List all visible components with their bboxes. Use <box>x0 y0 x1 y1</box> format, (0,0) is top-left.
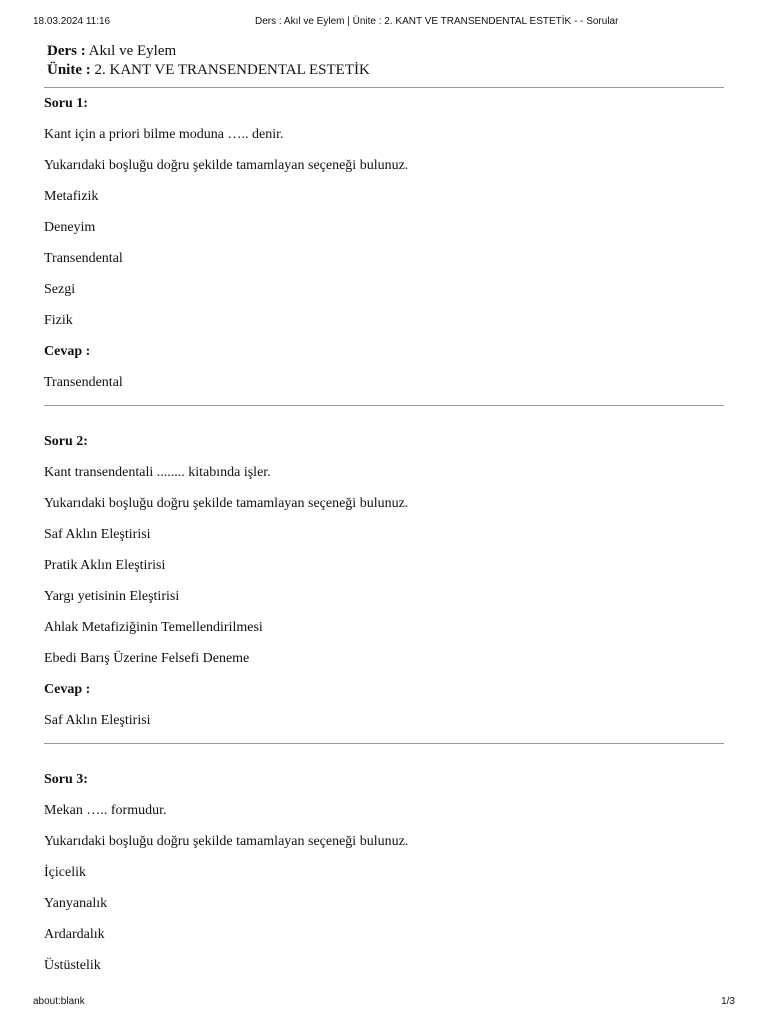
print-footer <box>0 996 768 1010</box>
answer-option: Ahlak Metafiziğinin Temellendirilmesi <box>44 620 263 635</box>
print-url: about:blank <box>33 996 85 1007</box>
question-instruction: Yukarıdaki boşluğu doğru şekilde tamamlayan seçeneği bulunuz. <box>44 158 409 173</box>
question-stem: Kant için a priori bilme moduna ….. denir. <box>44 127 284 142</box>
print-datetime: 18.03.2024 11:16 <box>33 16 111 27</box>
answer-label: Cevap : <box>44 682 91 697</box>
correct-answer: Saf Aklın Eleştirisi <box>44 713 151 728</box>
answer-option: Deneyim <box>44 220 96 235</box>
answer-option: Yargı yetisinin Eleştirisi <box>44 589 180 604</box>
question-2 <box>44 426 724 742</box>
question-title: Soru 2: <box>44 434 88 449</box>
page-number: 1/3 <box>721 996 735 1007</box>
question-stem: Mekan ….. formudur. <box>44 803 167 818</box>
question-title: Soru 1: <box>44 96 88 111</box>
quiz-content <box>44 42 724 987</box>
course-info <box>44 42 724 80</box>
answer-option: Metafizik <box>44 189 99 204</box>
question-instruction: Yukarıdaki boşluğu doğru şekilde tamamlayan seçeneği bulunuz. <box>44 496 409 511</box>
answer-option: İçicelik <box>44 865 86 880</box>
print-document-title: Ders : Akıl ve Eylem | Ünite : 2. KANT VE TRANSENDENTAL ESTETİK - - Sorular <box>255 16 619 27</box>
answer-option: Saf Aklın Eleştirisi <box>44 527 151 542</box>
answer-option: Sezgi <box>44 282 76 297</box>
answer-option: Pratik Aklın Eleştirisi <box>44 558 166 573</box>
print-header <box>0 16 768 30</box>
unit-label: Ünite : <box>47 62 91 78</box>
question-instruction: Yukarıdaki boşluğu doğru şekilde tamamlayan seçeneği bulunuz. <box>44 834 409 849</box>
course-label: Ders : <box>47 43 86 59</box>
correct-answer: Transendental <box>44 375 123 390</box>
answer-option: Transendental <box>44 251 123 266</box>
answer-option: Ardardalık <box>44 927 105 942</box>
answer-option: Yanyanalık <box>44 896 108 911</box>
course-name-line <box>47 42 724 61</box>
course-name: Akıl ve Eylem <box>88 43 177 59</box>
unit-name: 2. KANT VE TRANSENDENTAL ESTETİK <box>94 62 370 78</box>
unit-name-line <box>47 61 724 80</box>
question-3 <box>44 764 724 987</box>
question-1 <box>44 88 724 404</box>
answer-option: Fizik <box>44 313 73 328</box>
question-stem: Kant transendentali ........ kitabında işler. <box>44 465 271 480</box>
answer-label: Cevap : <box>44 344 91 359</box>
answer-option: Ebedi Barış Üzerine Felsefi Deneme <box>44 651 250 666</box>
answer-option: Üstüstelik <box>44 958 101 973</box>
question-title: Soru 3: <box>44 772 88 787</box>
